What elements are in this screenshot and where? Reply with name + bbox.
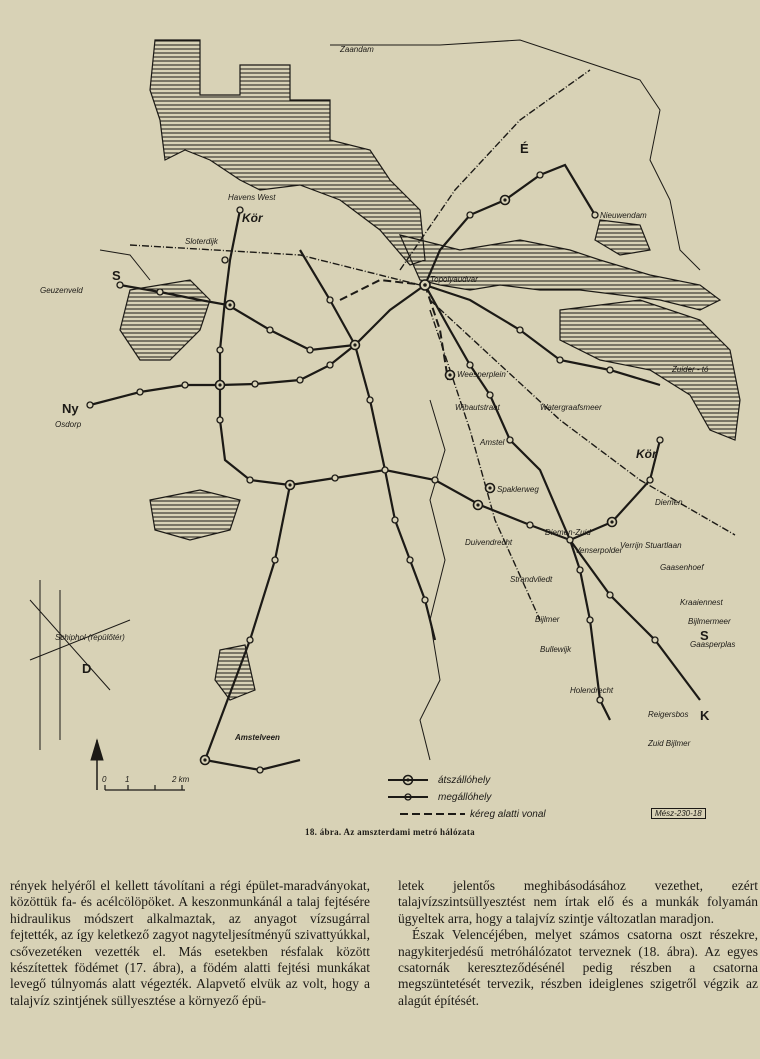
legend-tunnel: kéreg alatti vonal (470, 809, 546, 820)
railway-north (400, 70, 590, 270)
stop (392, 517, 398, 523)
label-bullewijk: Bullewijk (540, 645, 572, 654)
label-zuider-to: Zuider - tó (672, 365, 709, 374)
stop (367, 397, 373, 403)
stop (222, 257, 228, 263)
stop (307, 347, 313, 353)
stop (587, 617, 593, 623)
stop (422, 597, 428, 603)
label-reigersbos: Reigersbos (648, 710, 689, 719)
label-kor-east: Kör (636, 447, 657, 461)
tunnel-west (340, 280, 425, 300)
stop (507, 437, 513, 443)
label-sloterdijk: Sloterdijk (185, 237, 218, 246)
figure-code: Mész-230-18 (651, 808, 706, 819)
scale-bar (105, 785, 185, 790)
stop (527, 522, 533, 528)
stop (467, 362, 473, 368)
stop (267, 327, 273, 333)
tunnel-north (425, 285, 448, 380)
stop (597, 697, 603, 703)
stop-nieuwendam (592, 212, 598, 218)
label-amstel: Amstel (480, 438, 505, 447)
label-kor-west: Kör (242, 211, 263, 225)
stop (487, 392, 493, 398)
label-amstelveen: Amstelveen (235, 733, 280, 742)
direction-south-west: D (82, 661, 92, 676)
stop (607, 367, 613, 373)
direction-west: Ny (62, 401, 79, 416)
stop (252, 381, 258, 387)
label-holendrecht: Holendrecht (570, 686, 614, 695)
paragraph: letek jelentős meghibásodásához vezethet, ezért talajvízszintsüllyesztést nem írtak elő és a munkák folyamán ügyeltek arra, hogy a talajvíz szintje változatlan maradjon. (398, 878, 758, 926)
amstel-river (420, 400, 445, 760)
paragraph: Észak Velencéjében, melyet számos csatorna oszt részekre, nagykiterjedésű metróhálózatot terveznek (18. ábra). Az egyes csatornák kereszteződésénél pedig részben a csatorna megszüntetését tervezik, részben ideiglenes szigetről végzik az alagút építését. (398, 927, 758, 1008)
label-osdorp: Osdorp (55, 420, 82, 429)
legend-transfer: átszállóhely (438, 775, 491, 786)
stop (407, 557, 413, 563)
direction-south-east-s: S (700, 628, 709, 643)
stop (182, 382, 188, 388)
stop-osdorp (87, 402, 93, 408)
stop (467, 212, 473, 218)
scale-zero: 0 (102, 775, 107, 784)
label-gaasenhoef: Gaasenhoef (660, 563, 704, 572)
scale-one: 1 (125, 775, 130, 784)
stop (607, 592, 613, 598)
stop (647, 477, 653, 483)
stop (382, 467, 388, 473)
label-havens-west: Havens West (228, 193, 276, 202)
stop (272, 557, 278, 563)
stop (137, 389, 143, 395)
stop (332, 475, 338, 481)
legend-stop: megállóhely (438, 792, 492, 803)
ij-channel (400, 235, 720, 310)
label-watergraafsmeer: Watergraafsmeer (540, 403, 602, 412)
label-diemen-zuid: Diemen-Zuid (545, 528, 591, 537)
harbour-basin-north (150, 40, 425, 265)
text-column-left (10, 878, 370, 1009)
stop (217, 417, 223, 423)
west-canal (100, 250, 150, 280)
direction-west-top: S (112, 268, 121, 283)
label-bijlmer: Bijlmer (535, 615, 560, 624)
text-column-right (398, 878, 758, 1009)
water-areas (120, 40, 740, 700)
stop (157, 289, 163, 295)
stop (557, 357, 563, 363)
stop (327, 362, 333, 368)
stop (257, 767, 263, 773)
east-marsh (595, 220, 650, 255)
direction-south-east-k: K (700, 708, 710, 723)
stop (217, 347, 223, 353)
metro-lines (90, 165, 700, 770)
line-south (385, 470, 435, 640)
direction-north: É (520, 141, 529, 156)
label-wibautstraat: Wibautstraat (455, 403, 500, 412)
paragraph: rények helyéről el kellett távolítani a régi épület-maradványokat, közöttük fa- és acélcölöpöket. A keszonmunkánál a talaj fejtésére hidraulikus módszert alkalmaztak, az anyagot vízsugárral fejtették, az így keletkező zagyot nagyteljesítményű szivattyúkkal, csővezetéken vezették el. Más esetekben résfalak között készítettek födémet (17. ábra), a födém alatti fejtési munkákat levegő túlnyomás alatt végezték. Alapvető elvük az volt, hogy a talajvíz szintjének süllyesztése a környező épü- (10, 878, 370, 1008)
label-nieuwendam: Nieuwendam (600, 211, 647, 220)
label-gaasperplas: Gaasperplas (690, 640, 736, 649)
label-diemen: Diemen (655, 498, 683, 507)
stop (577, 567, 583, 573)
label-topolyaudvar: Topolyaudvar (430, 275, 478, 284)
stop (297, 377, 303, 383)
stop (247, 637, 253, 643)
label-strandvliedt: Strandvliedt (510, 575, 553, 584)
label-weesperplein: Weesperplein (457, 370, 506, 379)
label-verrijn-stuart: Verrijn Stuartlaan (620, 541, 682, 550)
railway-west (130, 245, 420, 285)
stop (652, 637, 658, 643)
label-duivendrecht: Duivendrecht (465, 538, 513, 547)
scale-two: 2 km (172, 775, 190, 784)
label-bijlmermeer: Bijlmermeer (688, 617, 731, 626)
railway-south (430, 310, 540, 620)
stop (517, 327, 523, 333)
label-schiphol: Schiphol (repülőtér) (55, 633, 125, 642)
zuider-lake (560, 300, 740, 440)
stop (537, 172, 543, 178)
schiphol-runways (30, 580, 130, 750)
stop (327, 297, 333, 303)
stop (247, 477, 253, 483)
label-venserpolder: Venserpolder (575, 546, 623, 555)
label-geuzenveld: Geuzenveld (40, 286, 83, 295)
figure-caption: 18. ábra. Az amszterdami metró hálózata (305, 827, 475, 837)
stop-diemen (657, 437, 663, 443)
south-lake (150, 490, 240, 540)
label-zuid-bijlmer: Zuid Bijlmer (648, 739, 691, 748)
label-spaklerweg: Spaklerweg (497, 485, 539, 494)
stop (567, 537, 573, 543)
label-kraaiennest: Kraaiennest (680, 598, 723, 607)
label-zaandam: Zaandam (340, 45, 374, 54)
amstelveen-pond (215, 645, 255, 700)
stop (432, 477, 438, 483)
